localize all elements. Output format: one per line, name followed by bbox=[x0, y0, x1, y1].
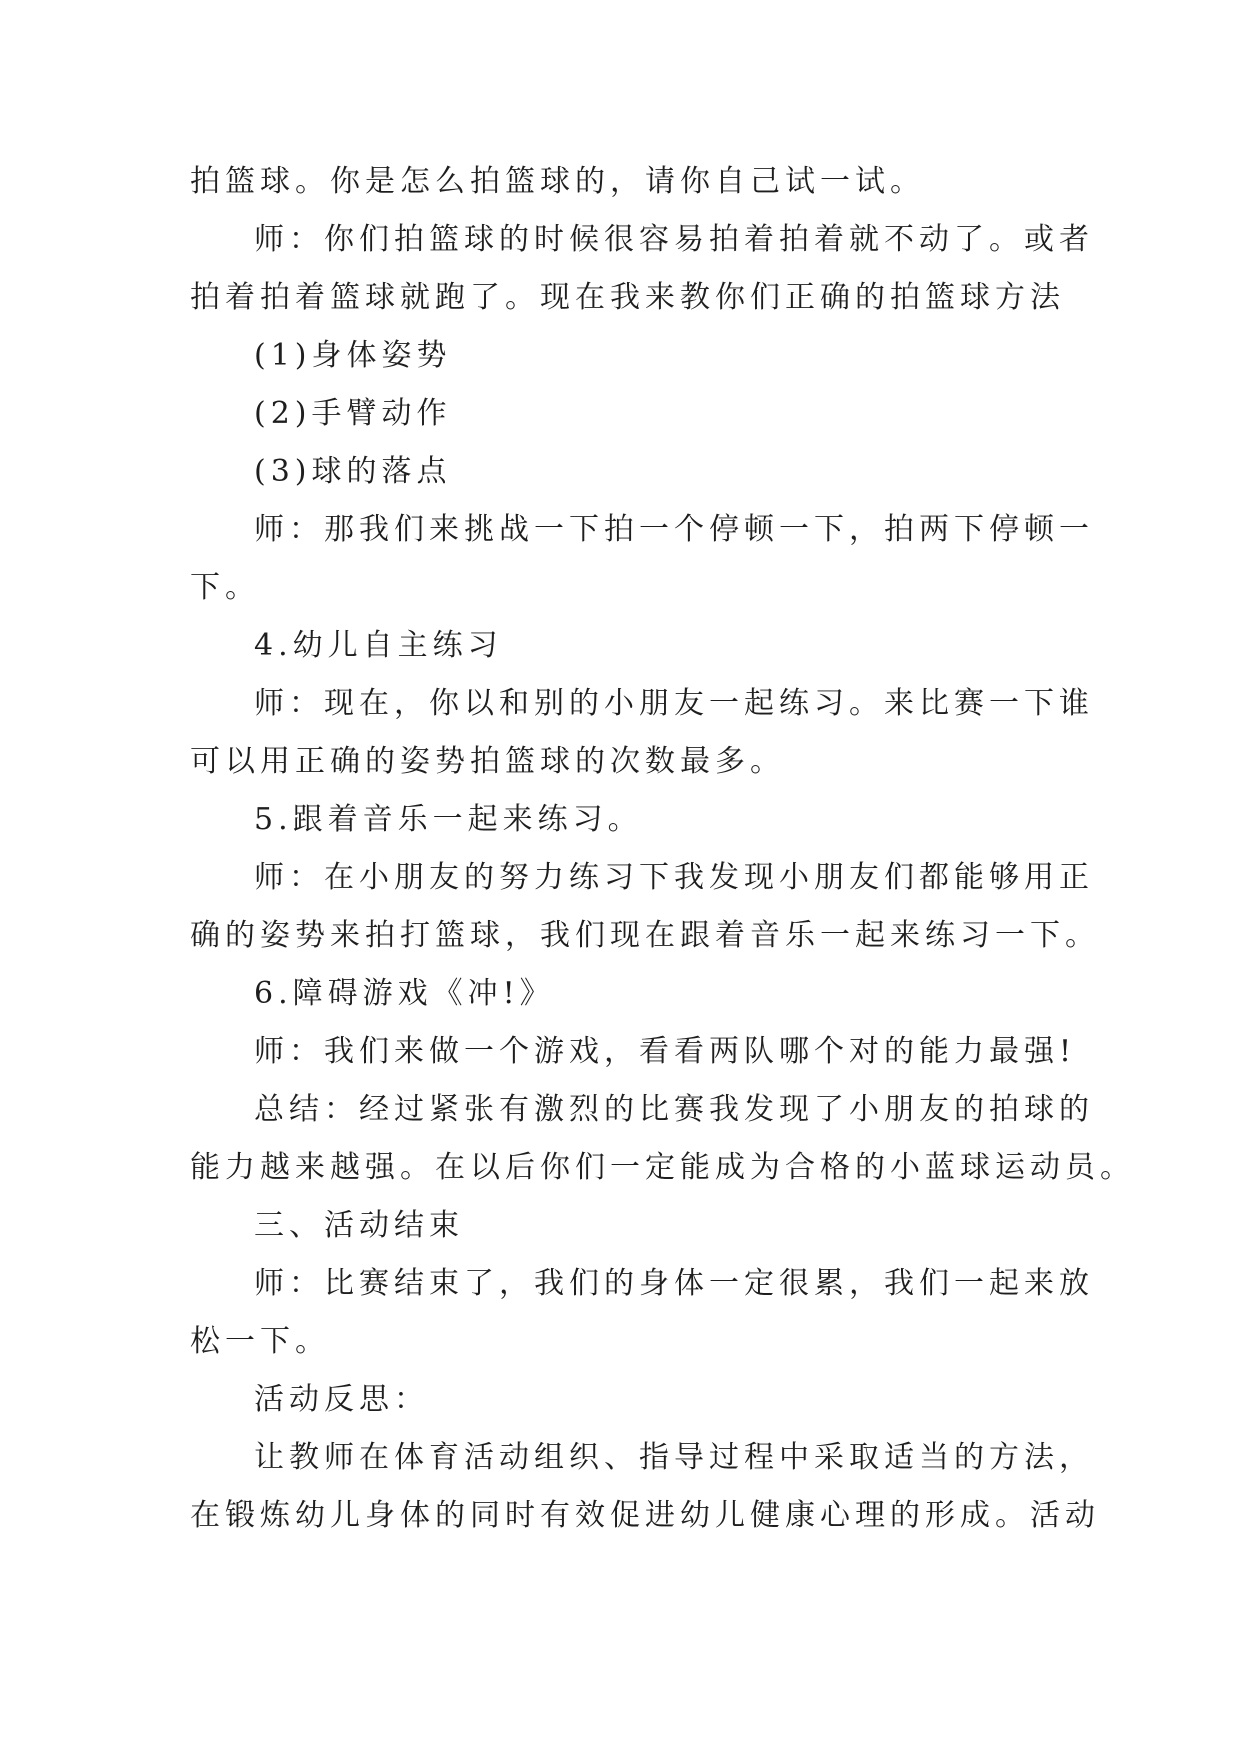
text-line: 拍着拍着篮球就跑了。现在我来教你们正确的拍篮球方法 bbox=[190, 280, 1065, 315]
text-line: 可以用正确的姿势拍篮球的次数最多。 bbox=[190, 744, 785, 779]
section-heading: 5.跟着音乐一起来练习。 bbox=[254, 802, 643, 837]
text-line: 师：在小朋友的努力练习下我发现小朋友们都能够用正 bbox=[254, 860, 1094, 895]
list-item: (3)球的落点 bbox=[254, 454, 452, 489]
list-item: (1)身体姿势 bbox=[254, 338, 452, 373]
text-line: 在锻炼幼儿身体的同时有效促进幼儿健康心理的形成。活动 bbox=[190, 1498, 1100, 1533]
text-line: 下。 bbox=[190, 570, 260, 605]
section-heading: 6.障碍游戏《冲!》 bbox=[254, 976, 555, 1011]
text-line: 师：我们来做一个游戏，看看两队哪个对的能力最强! bbox=[254, 1034, 1077, 1069]
text-line: 确的姿势来拍打篮球，我们现在跟着音乐一起来练习一下。 bbox=[190, 918, 1100, 953]
section-heading: 活动反思： bbox=[254, 1382, 429, 1417]
text-line: 总结：经过紧张有激烈的比赛我发现了小朋友的拍球的 bbox=[254, 1092, 1094, 1127]
text-line: 师：那我们来挑战一下拍一个停顿一下，拍两下停顿一 bbox=[254, 512, 1094, 547]
text-line: 能力越来越强。在以后你们一定能成为合格的小蓝球运动员。 bbox=[190, 1150, 1135, 1185]
text-line: 师：现在，你以和别的小朋友一起练习。来比赛一下谁 bbox=[254, 686, 1094, 721]
text-line: 师：你们拍篮球的时候很容易拍着拍着就不动了。或者 bbox=[254, 222, 1094, 257]
text-line: 拍篮球。你是怎么拍篮球的，请你自己试一试。 bbox=[190, 164, 925, 199]
text-line: 师：比赛结束了，我们的身体一定很累，我们一起来放 bbox=[254, 1266, 1094, 1301]
section-heading: 三、活动结束 bbox=[254, 1208, 464, 1243]
list-item: (2)手臂动作 bbox=[254, 396, 452, 431]
text-line: 松一下。 bbox=[190, 1324, 330, 1359]
text-line: 让教师在体育活动组织、指导过程中采取适当的方法， bbox=[254, 1440, 1094, 1475]
section-heading: 4.幼儿自主练习 bbox=[254, 628, 503, 663]
document-body bbox=[190, 153, 1135, 1545]
